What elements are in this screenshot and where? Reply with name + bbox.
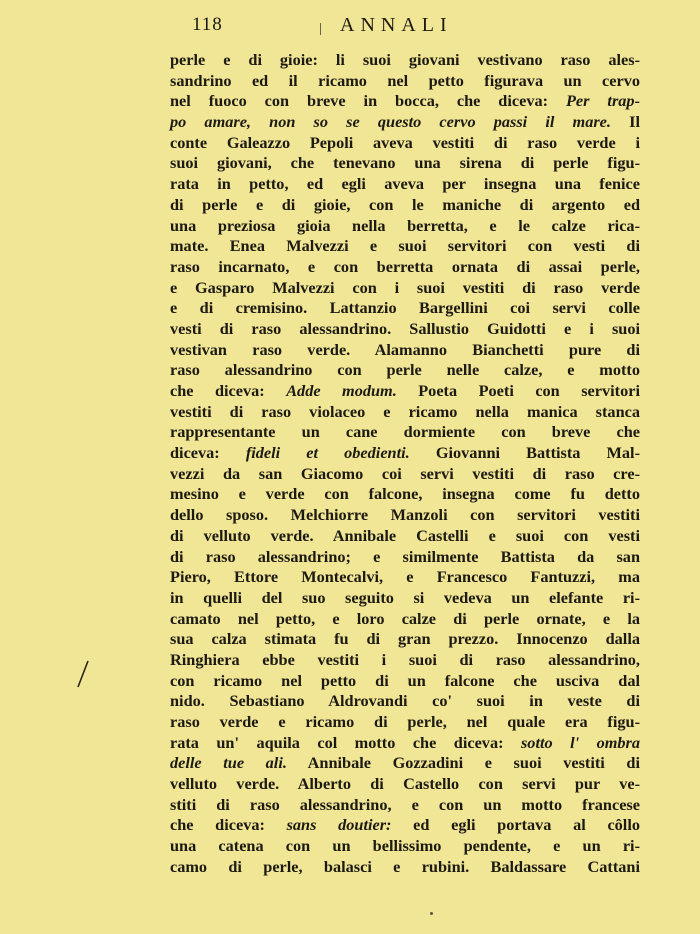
text-segment: raso incarnato, e con berretta ornata di assai perle, — [170, 256, 640, 276]
italic-text-segment: sans doutier: — [286, 815, 392, 835]
text-line — [170, 153, 640, 174]
stray-dot-mark — [430, 912, 433, 915]
text-segment: ed egli portava al côllo — [391, 815, 640, 835]
text-line — [170, 422, 640, 443]
text-line — [170, 381, 640, 402]
text-line — [170, 174, 640, 195]
text-segment: stiti di raso alessandrino, e con un motto francese — [170, 794, 640, 814]
text-line — [170, 753, 640, 774]
text-line — [170, 609, 640, 630]
text-line — [170, 464, 640, 485]
text-line — [170, 360, 640, 381]
text-line — [170, 340, 640, 361]
text-line — [170, 278, 640, 299]
text-line — [170, 257, 640, 278]
text-line — [170, 319, 640, 340]
text-line — [170, 484, 640, 505]
text-segment: che diceva: — [170, 815, 287, 835]
text-segment: di velluto verde. Annibale Castelli e suoi con vesti — [170, 525, 640, 545]
text-line — [170, 50, 640, 71]
text-segment: e Gasparo Malvezzi con i suoi vestiti di raso verde — [170, 277, 640, 297]
text-segment: vestivan raso verde. Alamanno Bianchetti pure di — [170, 339, 640, 359]
text-segment: rata un' aquila col motto che diceva: — [170, 732, 521, 752]
text-segment: nel fuoco con breve in bocca, che diceva: — [170, 91, 566, 111]
text-line — [170, 857, 640, 878]
text-segment: di perle e di gioie, con le maniche di argento ed — [170, 194, 640, 214]
text-line — [170, 650, 640, 671]
text-segment: raso verde e ricamo di perle, nel quale era figu- — [170, 712, 640, 731]
text-line — [170, 836, 640, 857]
text-segment: conte Galeazzo Pepoli aveva vestiti di raso verde i — [170, 132, 640, 152]
text-segment: vezzi da san Giacomo coi servi vestiti di raso cre- — [170, 463, 640, 483]
text-line — [170, 71, 640, 92]
text-line — [170, 795, 640, 816]
text-line — [170, 402, 640, 423]
italic-text-segment: Per trap- — [565, 91, 640, 111]
italic-text-segment: fideli et obedienti. — [245, 443, 410, 463]
text-line — [170, 216, 640, 237]
text-line — [170, 691, 640, 712]
text-segment: rata in petto, ed egli aveva per insegna una fenice — [170, 174, 640, 194]
text-segment: suoi giovani, che tenevano una sirena di perle figu- — [170, 153, 640, 173]
page-number: 118 — [192, 14, 223, 35]
text-segment: che diceva: — [170, 381, 287, 400]
text-line — [170, 671, 640, 692]
text-line — [170, 547, 640, 568]
text-segment: vestiti di raso violaceo e ricamo nella manica stanca — [170, 401, 640, 421]
text-line — [170, 112, 640, 133]
italic-text-segment: po amare, non so se questo cervo passi il mare. — [170, 112, 611, 132]
body-text — [170, 50, 640, 878]
text-segment: mate. Enea Malvezzi e suoi servitori con vesti di — [170, 236, 640, 256]
text-segment: vesti di raso alessandrino. Sallustio Guidotti e i suoi — [170, 318, 640, 338]
text-segment: raso alessandrino con perle nelle calze, e motto — [170, 360, 640, 380]
text-segment: sandrino ed il ricamo nel petto figurava un cervo — [170, 70, 640, 90]
italic-text-segment: delle tue ali. — [170, 753, 287, 773]
text-segment: Piero, Ettore Montecalvi, e Francesco Fantuzzi, ma — [170, 567, 640, 587]
text-segment: mesino e verde con falcone, insegna come fu detto — [170, 484, 640, 504]
text-line — [170, 195, 640, 216]
margin-slash-mark — [76, 660, 90, 688]
text-segment: camato nel petto, e loro calze di perle ornate, e la — [170, 608, 640, 628]
italic-text-segment: sotto l' ombra — [520, 732, 640, 752]
text-line — [170, 91, 640, 112]
text-segment: una preziosa gioia nella berretta, e le calze rica- — [170, 215, 640, 235]
text-segment: diceva: — [170, 443, 246, 463]
text-segment: rappresentante un cane dormiente con breve che — [170, 422, 640, 442]
page-header — [192, 14, 632, 44]
text-segment: nido. Sebastiano Aldrovandi co' suoi in veste di — [170, 691, 640, 711]
italic-text-segment: Adde modum. — [286, 381, 397, 400]
text-line — [170, 629, 640, 650]
text-segment: Poeta Poeti con servitori — [396, 381, 640, 400]
text-line — [170, 588, 640, 609]
text-line — [170, 236, 640, 257]
running-title: ANNALI — [340, 14, 453, 36]
text-segment: una catena con un bellissimo pendente, e un ri- — [170, 836, 640, 856]
text-segment: di raso alessandrino; e similmente Battista da san — [170, 546, 640, 566]
text-line — [170, 443, 640, 464]
text-segment: Annibale Gozzadini e suoi vestiti di — [286, 753, 641, 773]
text-segment: Ringhiera ebbe vestiti i suoi di raso alessandrino, — [170, 649, 640, 669]
text-line — [170, 298, 640, 319]
text-line — [170, 712, 640, 733]
text-segment: in quelli del suo seguito si vedeva un elefante ri- — [170, 587, 640, 607]
text-segment: velluto verde. Alberto di Castello con servi pur ve- — [170, 774, 640, 794]
text-segment: dello sposo. Melchiorre Manzoli con servitori vestiti — [170, 505, 640, 525]
text-line — [170, 774, 640, 795]
text-line — [170, 133, 640, 154]
header-tick-mark — [320, 23, 321, 35]
text-line — [170, 733, 640, 754]
text-line — [170, 815, 640, 836]
text-segment: Giovanni Battista Mal- — [409, 443, 640, 463]
text-line — [170, 526, 640, 547]
text-segment: Il — [610, 112, 640, 132]
text-segment: con ricamo nel petto di un falcone che usciva dal — [170, 670, 640, 690]
text-line — [170, 505, 640, 526]
text-segment: camo di perle, balasci e rubini. Baldassare Cattani — [170, 856, 640, 876]
text-segment: perle e di gioie: li suoi giovani vestivano raso ales- — [170, 50, 640, 69]
text-line — [170, 567, 640, 588]
text-segment: e di cremisino. Lattanzio Bargellini coi servi colle — [170, 298, 640, 318]
text-segment: sua calza stimata fu di gran prezzo. Innocenzo dalla — [170, 629, 640, 649]
